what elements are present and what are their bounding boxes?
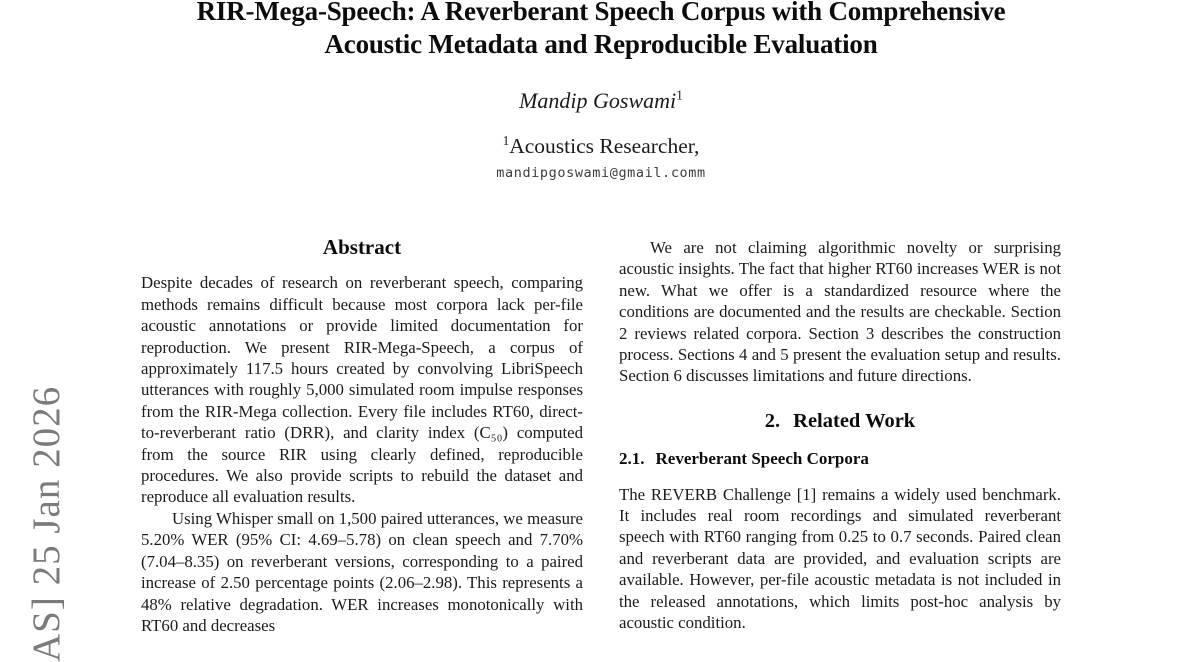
related-work-paragraph: The REVERB Challenge [1] remains a widely used benchmark. It includes real room recordings and simulated reverberant speech with RT60 ranging from 0.25 to 0.7 seconds. Paired clean and reverberant data are provided, and evaluation scripts are available. However, per-file acoustic metadata is not included in the released annotations, which limits post-hoc analysis by acoustic condition. (619, 484, 1061, 633)
author-name: Mandip Goswami (519, 88, 677, 113)
paper-title-line-1: RIR-Mega-Speech: A Reverberant Speech Corpus with Comprehensive (196, 0, 1006, 26)
arxiv-watermark: AS] 25 Jan 2026 (25, 385, 68, 662)
author-superscript: 1 (676, 87, 683, 103)
abstract-paragraph-1: Despite decades of research on reverberant speech, comparing methods remains difficult because most corpora lack per-file acoustic annotations or provide limited documentation for reproduction. We present RIR-Mega-Speech, a corpus of approximately 117.5 hours created by convolving LibriSpeech utterances with roughly 5,000 simulated room impulse responses from the RIR-Mega collection. Every file includes RT60, direct-to-reverberant ratio (DRR), and clarity index (C₅₀) computed from the source RIR using clearly defined, reproducible procedures. We also provide scripts to rebuild the dataset and reproduce all evaluation results. (141, 273, 583, 507)
abstract-heading: Abstract (322, 235, 402, 259)
author-email: mandipgoswami@gmail.comm (496, 165, 706, 181)
two-column-body (141, 237, 1061, 636)
section-number: 2. (764, 409, 781, 432)
left-column (141, 237, 583, 636)
subsection-title: Reverberant Speech Corpora (655, 449, 869, 469)
section-title: Related Work (793, 409, 916, 432)
subsection-number: 2.1. (619, 449, 645, 469)
affiliation-line (141, 134, 1061, 159)
author-line (141, 88, 1061, 114)
affiliation-superscript: 1 (502, 132, 510, 148)
affiliation-text: Acoustics Researcher, (509, 134, 700, 158)
paper-header (141, 0, 1061, 181)
right-column (619, 237, 1061, 636)
intro-continuation-paragraph: We are not claiming algorithmic novelty or surprising acoustic insights. The fact that higher RT60 increases WER is not new. What we offer is a standardized resource where the conditions are documented and the results are checkable. Section 2 reviews related corpora. Section 3 describes the construction process. Sections 4 and 5 present the evaluation setup and results. Section 6 discusses limitations and future directions. (619, 238, 1061, 386)
paper-title-line-2: Acoustic Metadata and Reproducible Evaluation (324, 29, 878, 59)
subsection-heading-reverberant-speech-corpora (619, 448, 1061, 469)
section-heading-related-work (619, 411, 1061, 432)
abstract-paragraph-2: Using Whisper small on 1,500 paired utterances, we measure 5.20% WER (95% CI: 4.69–5.78) on clean speech and 7.70% (7.04–8.35) on reverberant versions, corresponding to a paired increase of 2.50 percentage points (2.06–2.98). This represents a 48% relative degradation. WER increases monotonically with RT60 and decreases (141, 508, 583, 635)
